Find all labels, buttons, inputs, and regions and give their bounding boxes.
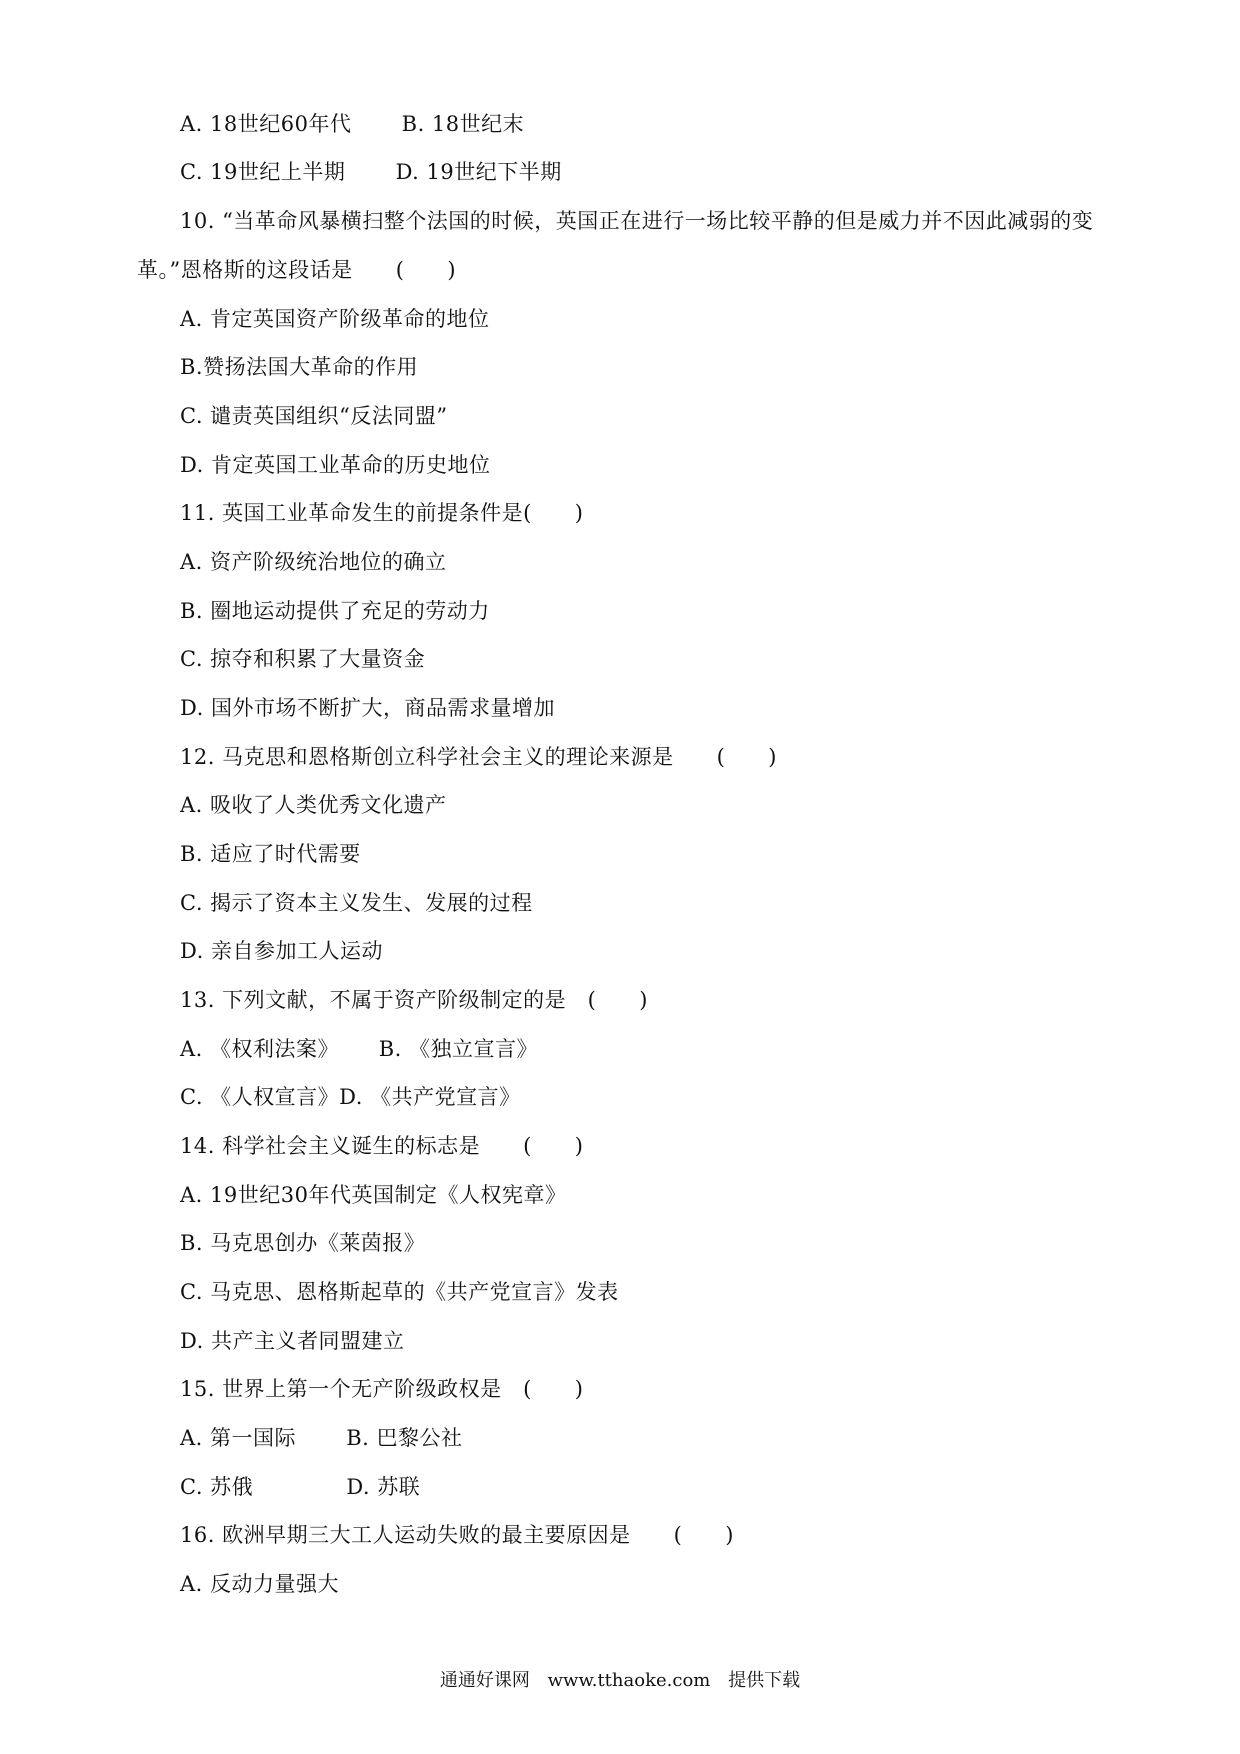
footer-url[interactable]: www.tthaoke.com bbox=[547, 1670, 711, 1691]
question-10-line-1: 10. “当革命风暴横扫整个法国的时候，英国正在进行一场比较平静的但是威力并不因此减弱的变 bbox=[180, 209, 1094, 233]
option-line: A. 反动力量强大 bbox=[180, 1572, 340, 1596]
question-12: 12. 马克思和恩格斯创立科学社会主义的理论来源是 ( ) bbox=[180, 745, 777, 769]
option-line: C. 马克思、恩格斯起草的《共产党宣言》发表 bbox=[180, 1280, 619, 1304]
option-line: C. 19世纪上半期 D. 19世纪下半期 bbox=[180, 160, 562, 184]
option-line: D. 共产主义者同盟建立 bbox=[180, 1329, 405, 1353]
option-line: D. 国外市场不断扩大，商品需求量增加 bbox=[180, 696, 555, 720]
page-footer bbox=[0, 1666, 1240, 1696]
option-line: D. 亲自参加工人运动 bbox=[180, 939, 383, 963]
option-line: C. 苏俄 D. 苏联 bbox=[180, 1475, 421, 1499]
option-line: A. 第一国际 B. 巴黎公社 bbox=[180, 1426, 463, 1450]
option-line: C. 谴责英国组织“反法同盟” bbox=[180, 404, 448, 428]
option-line: D. 肯定英国工业革命的历史地位 bbox=[180, 453, 491, 477]
question-13: 13. 下列文献，不属于资产阶级制定的是 ( ) bbox=[180, 988, 648, 1012]
option-line: C. 掠夺和积累了大量资金 bbox=[180, 647, 426, 671]
option-line: B.赞扬法国大革命的作用 bbox=[180, 355, 419, 379]
question-10-line-2: 革。”恩格斯的这段话是 ( ) bbox=[137, 258, 457, 282]
option-line: A. 18世纪60年代 B. 18世纪末 bbox=[180, 112, 525, 136]
option-line: B. 马克思创办《莱茵报》 bbox=[180, 1231, 426, 1255]
option-line: C. 《人权宣言》D. 《共产党宣言》 bbox=[180, 1085, 521, 1109]
footer-note: 提供下载 bbox=[728, 1670, 801, 1691]
question-14: 14. 科学社会主义诞生的标志是 ( ) bbox=[180, 1134, 584, 1158]
option-line: A. 吸收了人类优秀文化遗产 bbox=[180, 793, 447, 817]
question-16: 16. 欧洲早期三大工人运动失败的最主要原因是 ( ) bbox=[180, 1523, 734, 1547]
question-15: 15. 世界上第一个无产阶级政权是 ( ) bbox=[180, 1377, 584, 1401]
footer-site-name: 通通好课网 bbox=[439, 1670, 530, 1691]
option-line: B. 适应了时代需要 bbox=[180, 842, 361, 866]
option-line: A. 肯定英国资产阶级革命的地位 bbox=[180, 307, 490, 331]
option-line: A. 资产阶级统治地位的确立 bbox=[180, 550, 447, 574]
option-line: B. 圈地运动提供了充足的劳动力 bbox=[180, 599, 490, 623]
option-line: A. 19世纪30年代英国制定《人权宪章》 bbox=[180, 1183, 567, 1207]
option-line: A. 《权利法案》 B. 《独立宣言》 bbox=[180, 1037, 538, 1061]
question-11: 11. 英国工业革命发生的前提条件是( ) bbox=[180, 501, 584, 525]
option-line: C. 揭示了资本主义发生、发展的过程 bbox=[180, 891, 533, 915]
